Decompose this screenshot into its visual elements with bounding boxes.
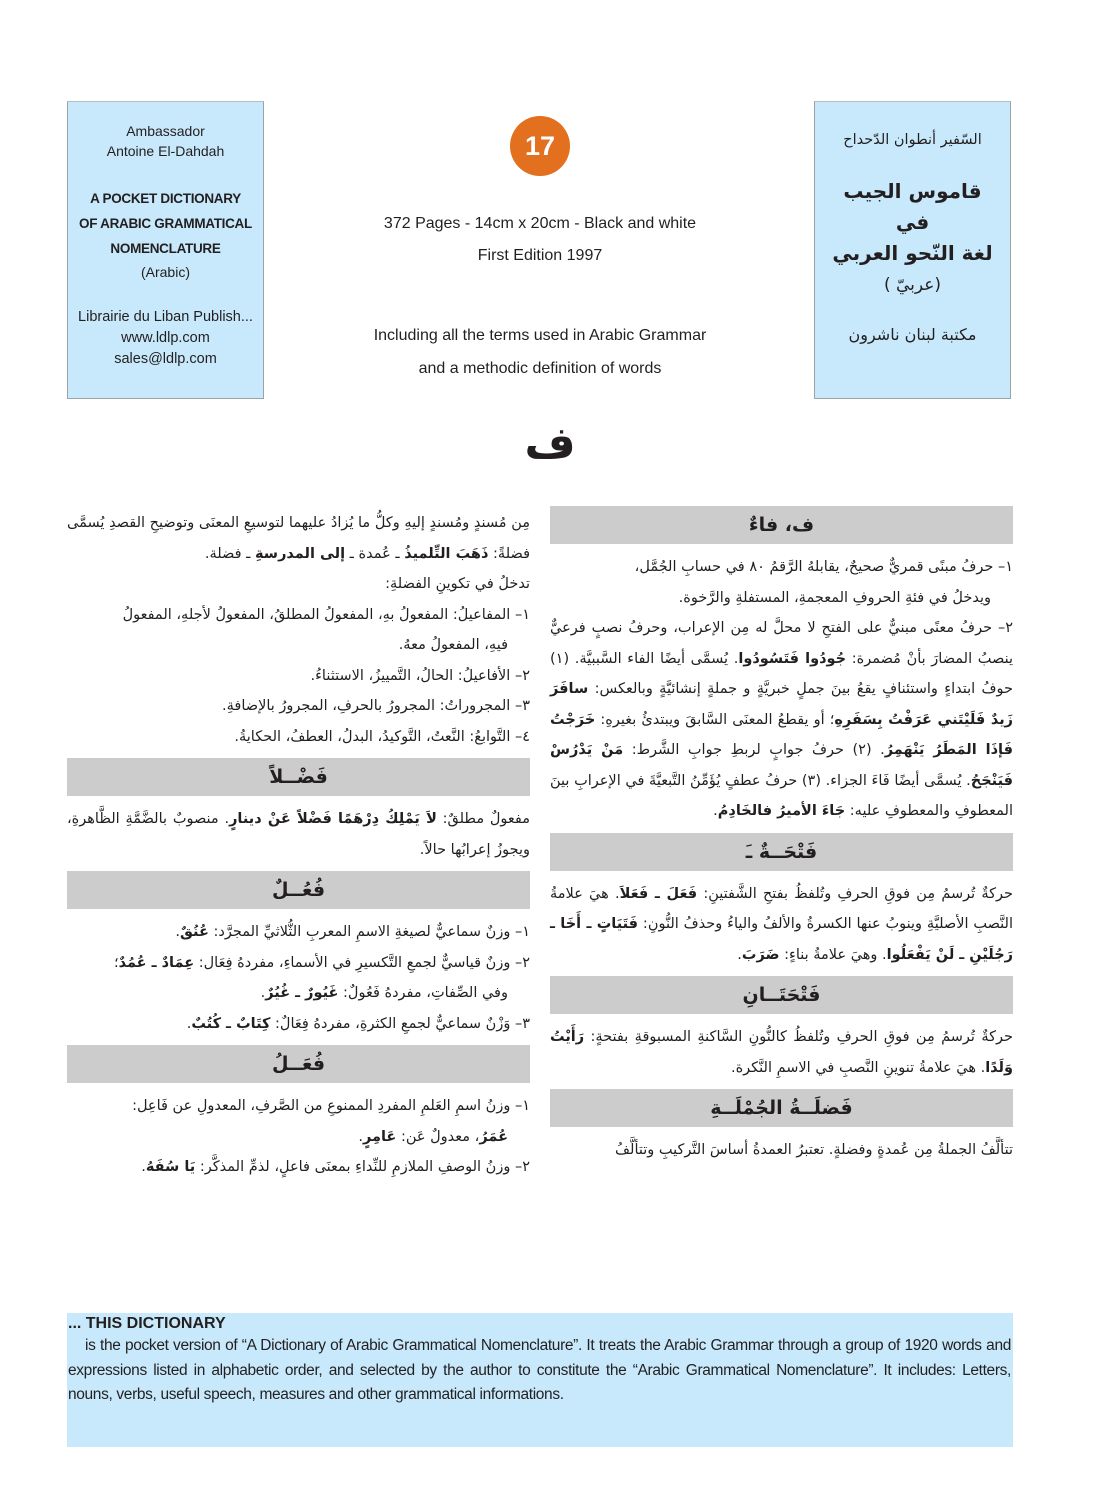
- entry-definition: [550, 552, 1013, 583]
- publisher-website[interactable]: www.ldlp.com: [121, 330, 210, 346]
- dictionary-column-right: [550, 506, 1013, 1166]
- summary-body: is the pocket version of “A Dictionary of Arabic Grammatical Nomenclature”. It treats the Arabic Grammar through a group of 1920 words and expressions listed in alphabetic order, and selected by the author to constitute the “Arabic Grammatical Nomenclature”. It includes: Letters, nouns, verbs, useful speech, measures and other grammatical informations.: [68, 1337, 1011, 1403]
- entry-heading: فَضلَــةُ الجُمْلَــةِ: [550, 1089, 1013, 1127]
- definition-text: ٢– حرفُ معنًى مبنيٌّ على الفتحِ لا محلَّ له مِن الإعراب، وحرفُ نصبٍ فرعيٌّ ينصبُ المضارَ بأنْ مُضمرة:: [550, 620, 1013, 667]
- entry-heading: فَتْحَتَــانِ: [550, 976, 1013, 1014]
- definition-text: . هيَ علامةُ النَّصبِ الأصليَّةِ وينوبُ عنها الكسرةُ والألفُ والياءُ وحذفُ النُّونِ:: [550, 885, 1013, 932]
- punctuation: .: [141, 1159, 146, 1175]
- author-name: Antoine El-Dahdah: [106, 143, 225, 159]
- book-number-badge: 17: [510, 116, 570, 176]
- list-item: ٢– الأفاعيلُ: الحالُ، التَّمييزُ، الاستثناءُ.: [310, 667, 530, 684]
- entry-definition: [550, 1135, 1013, 1166]
- definition-text: ٢– وزنٌ قياسيٌّ لجمعِ التَّكسيرِ في الأسماءِ، مفردهُ فِعَال:: [194, 954, 530, 971]
- definition-text: . يُسمَّى أيضًا فَاءَ الجزاء. (٣) حرفُ عطفٍ يُؤَمِّنُ التَّبعيَّةَ في الإعرابِ بينَ المعطوفِ والمعطوفِ عليه:: [550, 772, 1013, 819]
- definition-text: . منصوبٌ بالضَّمَّةِ الظَّاهرةِ، ويجوزُ إعرابُها حالاً.: [67, 811, 530, 858]
- title-line: A POCKET DICTIONARY: [90, 191, 241, 206]
- entry-definition: تدخلُ في تكوينِ الفضلةِ:: [385, 576, 530, 592]
- punctuation: .: [175, 924, 180, 940]
- definition-text: مفعولٌ مطلقٌ:: [436, 811, 530, 827]
- publisher-arabic: مكتبة لبنان ناشرون: [848, 325, 977, 344]
- list-item: ٤– التَّوابعُ: النَّعتُ، التَّوكيدُ، البدلُ، العطفُ، الحكايةُ.: [234, 728, 530, 745]
- book-title-english: [68, 186, 263, 261]
- entry-definition: [550, 879, 1013, 971]
- definition-text: ؛ أو يقطعُ المعنَى السَّابقَ ويبتدئُ بغيرهِ:: [595, 711, 835, 728]
- definition-text: ويدخلُ في فئةِ الحروفِ المعجمةِ، المستفلةِ والرَّخوة.: [678, 589, 991, 606]
- entry-heading: فَضْــلاً: [67, 758, 530, 796]
- example-text: فَتَيَاتٍ ـ أَخَا ـ رَجُلَيْنِ ـ لَنْ يَفْعَلُوا: [550, 916, 1013, 963]
- definition-text: ـ عُمدة ـ: [345, 545, 405, 562]
- example-text: غَيُورٌ ـ غُيُرٌ: [265, 985, 339, 1001]
- list-item: [67, 917, 530, 948]
- entry-definition: [67, 804, 530, 865]
- definition-text: ٢– وزنُ الوصفِ الملازمِ للنِّداءِ بمعنَى فاعلٍ، لذمِّ المذكَّر:: [195, 1159, 530, 1175]
- list-item-continuation: [67, 1122, 530, 1153]
- definition-text: تتألَّفُ الجملةُ مِن عُمدةٍ وفضلةٍ. تعتبرُ العمدةُ أساسَ التَّركيبِ وتتألَّفُ: [615, 1142, 1013, 1158]
- definition-text: مِن مُسندٍ ومُسندٍ إليهِ وكلُّ ما يُزادُ عليهما لتوسيعِ المعنَى وتوضيحِ القصدِ يُسمَّى فضلةً:: [67, 515, 530, 562]
- list-item: [67, 1009, 530, 1040]
- entry-heading: فُعُــلٌ: [67, 871, 530, 909]
- definition-text: .: [737, 946, 742, 963]
- entry-definition: [550, 1022, 1013, 1083]
- example-text: عُنُقٌ: [179, 924, 209, 940]
- list-item: [67, 1152, 530, 1183]
- list-item-continuation: فيهِ، المفعولُ معهُ.: [398, 637, 508, 653]
- title-line: NOMENCLATURE: [110, 241, 221, 256]
- definition-text: . يُسمَّى أيضًا الفاء السَّببيَّة. (١) حوفُ ابتداءٍ واستئنافٍ يقعُ بينَ جملٍ خبريَّةٍ و جملةٍ إنشائيَّةٍ وبالعكس:: [550, 650, 1013, 697]
- example-text: فَعَلَ ـ فَعَلاَ: [619, 885, 698, 902]
- definition-text: وفي الصِّفاتِ، مفردهُ فَعُولٌ:: [338, 985, 508, 1001]
- entry-heading: ف، فاءٌ: [550, 506, 1013, 544]
- definition-text: ، معدولٌ عَن:: [396, 1128, 480, 1145]
- list-item: ١– المفاعيلُ: المفعولُ بهِ، المفعولُ المطلقُ، المفعولُ لأجلهِ، المفعولُ: [122, 606, 530, 623]
- dictionary-summary-box: [67, 1313, 1013, 1447]
- example-text: مَنْ يَدْرُسْ فَيَنْجَحُ: [550, 742, 1013, 789]
- list-item: [67, 948, 530, 979]
- book-title-arabic: [815, 176, 1010, 269]
- definition-text: ٣– وَزْنٌ سماعيٌّ لجمعِ الكثرةِ، مفردهُ فِعَالٌ:: [270, 1015, 530, 1032]
- example-text: يَا سُفَهُ: [145, 1159, 196, 1175]
- entry-definition: [67, 508, 530, 569]
- example-text: سافَرَ زَيدٌ فَلَيْتَني عَرَفْتُ بِسَفَرِهِ: [550, 681, 1013, 728]
- example-text: إلى المدرسةِ: [255, 545, 346, 562]
- book-description: [340, 319, 740, 385]
- definition-text: . (٢) حرفُ جوابٍ لربطِ جوابِ الشَّرط:: [623, 742, 885, 758]
- summary-title: ... THIS DICTIONARY: [68, 1315, 226, 1332]
- list-item: ٣– المجروراتُ: المجرورُ بالحرفِ، المجرورُ بالإضافةِ.: [222, 698, 530, 714]
- specs-edition: First Edition 1997: [477, 247, 603, 264]
- publisher-email[interactable]: sales@ldlp.com: [114, 351, 217, 367]
- english-info-box: [67, 101, 264, 399]
- list-item-continuation: [67, 978, 530, 1009]
- author-arabic: السّفير أنطوان الدّحداح: [843, 132, 982, 148]
- punctuation: .: [186, 1015, 192, 1032]
- definition-text: ١– وزنٌ سماعيٌّ لصيغةِ الاسمِ المعربِ الثُّلاثيِّ المجرَّد:: [208, 924, 530, 940]
- example-text: جُودُوا فَتَسُودُوا: [738, 650, 847, 667]
- definition-text: .: [713, 803, 718, 819]
- book-language-arabic: (عربيّ ): [883, 275, 942, 295]
- punctuation: .: [260, 985, 266, 1001]
- entry-definition-continuation: [550, 583, 1013, 614]
- example-text: رَأَيْتُ وَلَدًا: [550, 1029, 1013, 1076]
- list-item: ١– وزنُ اسمِ العَلمِ المفردِ الممنوعِ من الصَّرفِ، المعدولِ عن فَاعِل:: [132, 1098, 530, 1114]
- title-line: OF ARABIC GRAMMATICAL: [79, 216, 252, 231]
- example-text: ضَرَبَ: [741, 946, 780, 963]
- example-text: كِتَابٌ ـ كُتُبٌ: [191, 1015, 271, 1032]
- definition-text: حركةٌ تُرسمُ مِن فوقِ الحرفِ وتُلفظُ كالنُّونِ السَّاكنةِ المسبوقةِ بفتحةٍ:: [584, 1029, 1013, 1045]
- book-specs: [340, 208, 740, 272]
- punctuation: ؛: [113, 954, 119, 971]
- publisher-info: [68, 307, 263, 370]
- publisher-name: Librairie du Liban Publish...: [78, 309, 253, 325]
- section-letter: ف: [524, 418, 576, 469]
- punctuation: .: [358, 1128, 363, 1145]
- definition-text: . هيَ علامةُ تنوينِ النَّصبِ في الاسمِ النَّكرة.: [730, 1059, 986, 1076]
- definition-text: ١– حرفُ مبنًى قمريٌّ صحيحٌ، يقابلهُ الرَّقمُ ٨٠ في حسابِ الجُمَّل،: [634, 559, 1013, 575]
- book-details: [340, 100, 740, 385]
- title-line: لغة النّحو العربي: [832, 241, 993, 265]
- specs-pages-size: 372 Pages - 14cm x 20cm - Black and white: [383, 215, 697, 232]
- definition-text: حركةٌ تُرسمُ مِن فوقِ الحرفِ وتُلفظُ بفتحِ الشَّفتينِ:: [697, 885, 1013, 902]
- title-line: في: [895, 210, 930, 234]
- example-text: خَرَجْتُ فَإذَا المَطَرُ يَنْهَمِرُ: [550, 711, 1013, 758]
- example-text: عِمَادٌ ـ عُمُدٌ: [118, 954, 195, 971]
- author-title: Ambassador: [126, 123, 205, 139]
- description-line: Including all the terms used in Arabic Grammar: [373, 327, 707, 344]
- example-text: لاَ يَمْلِكُ دِرْهَمًا فَضْلاً عَنْ دينارٍ: [229, 811, 437, 827]
- book-language: (Arabic): [140, 264, 190, 280]
- example-text: جَاءَ الأميرُ فالخَادِمُ: [717, 803, 846, 819]
- description-line: and a methodic definition of words: [418, 360, 662, 377]
- example-text: عَامِرٍ: [362, 1128, 397, 1145]
- arabic-info-box: [814, 101, 1011, 399]
- example-text: عُمَرُ: [479, 1128, 508, 1145]
- entry-heading: فَتْحَــةٌ ـَ: [550, 833, 1013, 871]
- entry-heading: فُعَــلُ: [67, 1045, 530, 1083]
- entry-definition: [550, 613, 1013, 827]
- definition-text: ـ فضلة.: [204, 545, 256, 562]
- example-text: ذَهَبَ التِّلميذُ: [404, 545, 489, 562]
- definition-text: . وهيَ علامةُ بناءٍ:: [779, 946, 887, 963]
- dictionary-column-left: [67, 508, 530, 1183]
- title-line: قاموس الجيب: [843, 179, 982, 203]
